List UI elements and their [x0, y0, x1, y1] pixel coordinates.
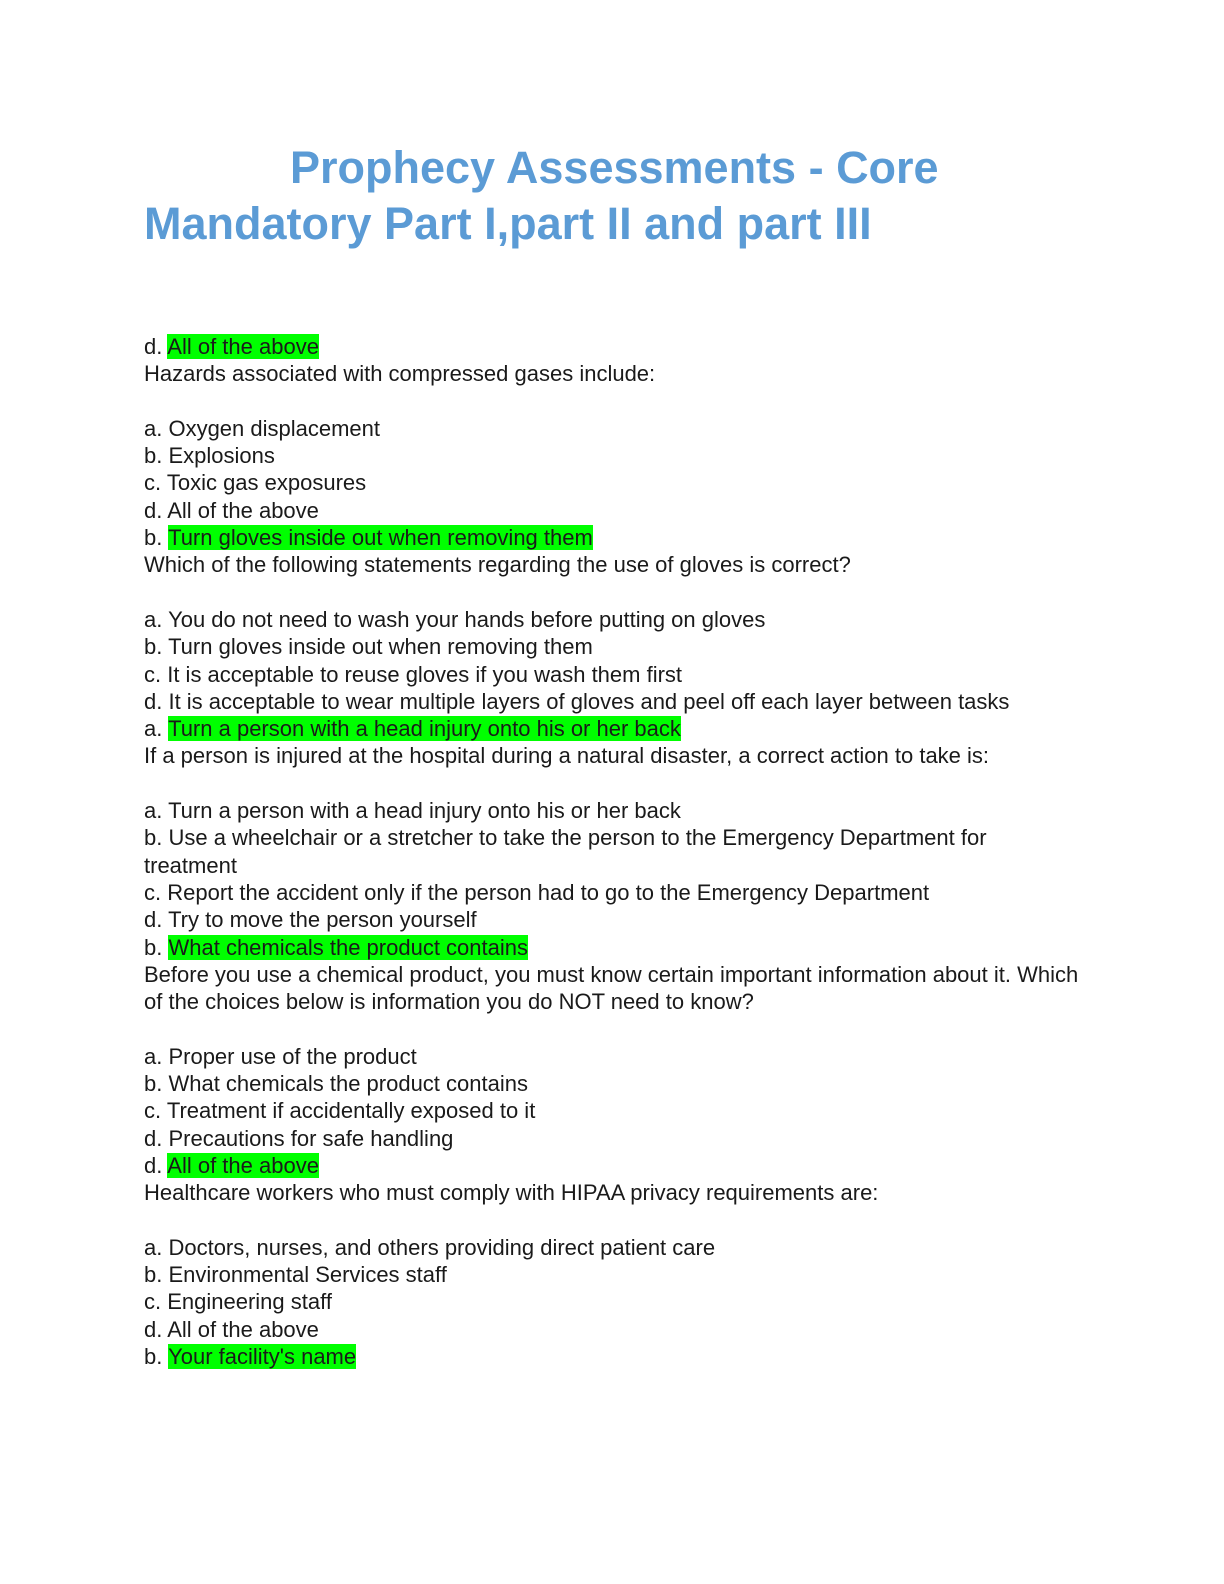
option-item: d. All of the above — [144, 1316, 319, 1342]
question-text: Healthcare workers who must comply with HIPAA privacy requirements are: — [144, 1180, 879, 1206]
option-item: c. Report the accident only if the person had to go to the Emergency Department — [144, 879, 930, 905]
answer-line — [144, 1343, 1084, 1370]
option-item: d. Precautions for safe handling — [144, 1125, 454, 1151]
answer-letter: b. — [144, 525, 163, 551]
qa-content — [144, 333, 1084, 1370]
question-text: Before you use a chemical product, you must know certain important information about it. Which of the choices below is information you do NOT need to know? — [144, 961, 1079, 1015]
option-item: a. Doctors, nurses, and others providing direct patient care — [144, 1234, 716, 1260]
option-item: b. Use a wheelchair or a stretcher to take the person to the Emergency Department for treatment — [144, 825, 987, 878]
option-item: c. It is acceptable to reuse gloves if you wash them first — [144, 661, 683, 687]
question-text: Hazards associated with compressed gases include: — [144, 361, 656, 387]
option-item: b. Environmental Services staff — [144, 1262, 447, 1288]
document-title — [144, 140, 1084, 252]
answer-letter: b. — [144, 934, 163, 960]
blank-line — [144, 1207, 1084, 1234]
answer-letter: b. — [144, 1343, 163, 1369]
title-line-1: Prophecy Assessments - Core — [290, 142, 939, 193]
blank-line — [144, 1015, 1084, 1042]
option-item: b. Explosions — [144, 443, 275, 469]
blank-line — [144, 388, 1084, 415]
option-item: c. Toxic gas exposures — [144, 470, 367, 496]
answer-line — [144, 934, 1084, 961]
option-item: c. Engineering staff — [144, 1289, 332, 1315]
answer-line — [144, 524, 1084, 551]
option-item: d. Try to move the person yourself — [144, 907, 477, 933]
option-item: c. Treatment if accidentally exposed to it — [144, 1098, 536, 1124]
option-item: a. Turn a person with a head injury onto his or her back — [144, 798, 681, 824]
answer-letter: d. — [144, 334, 163, 359]
option-item: d. It is acceptable to wear multiple layers of gloves and peel off each layer between tasks — [144, 688, 1010, 714]
option-item: a. Proper use of the product — [144, 1043, 417, 1069]
answer-letter: d. — [144, 1152, 163, 1178]
highlighted-answer: All of the above — [167, 1152, 319, 1178]
highlighted-answer: Turn a person with a head injury onto his or her back — [168, 716, 681, 742]
highlighted-answer: What chemicals the product contains — [168, 934, 528, 960]
answer-line — [144, 333, 1084, 360]
question-text: If a person is injured at the hospital during a natural disaster, a correct action to take is: — [144, 743, 990, 769]
blank-line — [144, 770, 1084, 797]
highlighted-answer: All of the above — [167, 334, 319, 359]
title-line-2: Mandatory Part I,part II and part III — [144, 198, 872, 249]
option-item: b. What chemicals the product contains — [144, 1071, 528, 1097]
highlighted-answer: Your facility's name — [168, 1343, 357, 1369]
question-text: Which of the following statements regarding the use of gloves is correct? — [144, 552, 851, 578]
blank-line — [144, 579, 1084, 606]
option-item: d. All of the above — [144, 497, 319, 523]
option-item: b. Turn gloves inside out when removing them — [144, 634, 593, 660]
highlighted-answer: Turn gloves inside out when removing them — [168, 525, 593, 551]
answer-line — [144, 715, 1084, 742]
option-item: a. Oxygen displacement — [144, 415, 381, 441]
answer-line — [144, 1152, 1084, 1179]
option-item: a. You do not need to wash your hands before putting on gloves — [144, 606, 766, 632]
answer-letter: a. — [144, 716, 163, 742]
